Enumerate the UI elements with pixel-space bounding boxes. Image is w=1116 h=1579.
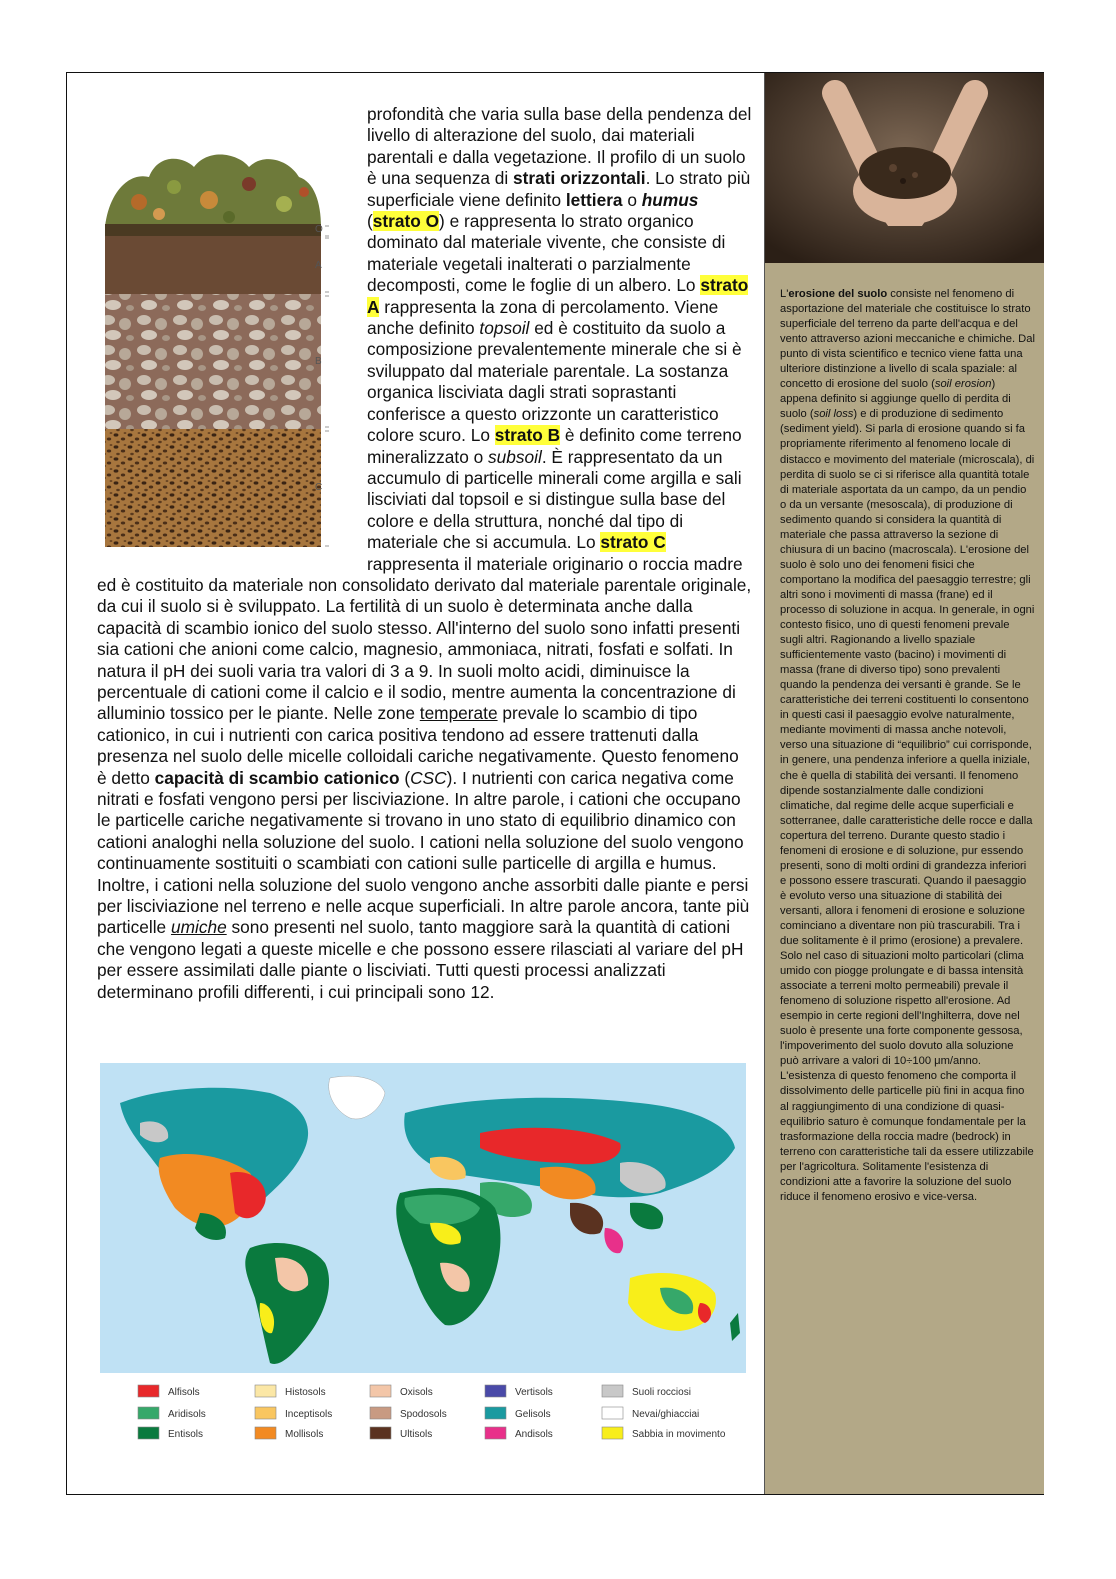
highlight-strato-o: strato O [372,211,440,232]
legend-swatch [370,1385,391,1397]
profile-label-a: A [315,260,322,271]
legend-label: Ultisols [400,1429,433,1440]
sidebar [764,73,1044,1494]
legend-swatch [602,1427,623,1439]
legend-label: Nevai/ghiacciai [632,1409,700,1420]
legend-label: Inceptisols [285,1409,333,1420]
world-soil-map [100,1063,746,1447]
legend-label: Mollisols [285,1429,324,1440]
highlight-strato-b: strato B [494,425,561,446]
legend-label: Entisols [168,1429,204,1440]
highlight-strato-c: strato C [600,532,666,553]
soil-profile-figure [99,132,329,552]
legend-swatch [138,1407,159,1419]
legend-label: Alfisols [168,1387,200,1398]
legend-swatch [485,1385,506,1397]
legend-label: Sabbia in movimento [632,1429,726,1440]
legend-swatch [255,1385,276,1397]
legend-swatch [370,1407,391,1419]
legend-swatch [485,1427,506,1439]
legend-label: Aridisols [168,1409,206,1420]
profile-label-c: C [315,482,323,493]
legend-label: Gelisols [515,1409,551,1420]
horizon-b [105,294,321,429]
litter-layer [105,154,321,227]
legend-swatch [138,1427,159,1439]
legend-swatch [602,1385,623,1397]
legend-label: Andisols [515,1429,553,1440]
horizon-c [105,429,321,547]
legend-label: Spodosols [400,1409,447,1420]
highlight-strato-a: strato A [367,275,749,317]
horizon-o [105,224,321,236]
legend-label: Suoli rocciosi [632,1387,691,1398]
map-legend [138,1385,726,1440]
legend-swatch [255,1407,276,1419]
legend-swatch [485,1407,506,1419]
legend-label: Vertisols [515,1387,553,1398]
legend-swatch [138,1385,159,1397]
legend-swatch [370,1427,391,1439]
sidebar-erosion-text: L'erosione del suolo consiste nel fenomeno di asportazione del materiale che costituisce lo strato superficiale del terreno da parte dell'acqua e del vento attraverso azioni meccaniche e chimiche. Dal punto di vista scientifico e tecnico viene fatta una ulteriore distinzione a livello di scala spaziale: al concetto di erosione del suolo (soil erosion) appena definito si aggiunge quello di perdita di suolo (soil loss) e di produzione di sedimento (sediment yield). Si parla di erosione quando si fa propriamente riferimento al fenomeno locale di distacco e movimento del materiale (microscala), di perdita di suolo se ci si riferisce alla quantità totale di materiale asportata da un campo, da un pendio o da un versante (mesoscala), di produzione di sedimento quando si considera la quantità di materiale che passa attraverso la sezione di chiusura di un bacino (macroscala). L'erosione del suolo è solo uno dei fenomeni fisici che comportano la modifica del paesaggio terrestre; gli altri sono i movimenti di massa (frane) ed il processo di soluzione in acqua. In generale, in ogni contesto fisico, uno di questi fenomeni prevale sugli altri. Ragionando a livello spaziale sufficientemente vasto (bacino) i movimenti di massa (frane di diverso tipo) sono prevalenti quando la pendenza dei versanti è grande. Se le caratteristiche dei terreni costituenti lo consentono in questi casi il paesaggio evolve naturalmente, mediante movimenti di massa anche notevoli, verso una situazione di “equilibrio” cui corrisponde, in genere, una pendenza inferiore a quella iniziale, che è quella di stabilità dei versanti. Il fenomeno dipende sostanzialmente dalle condizioni climatiche, dal regime delle acque superficiali e sotterranee, dalle caratteristiche delle rocce e dalla copertura del terreno. Durante questo stadio i fenomeni di erosione e di soluzione, pur essendo presenti, sono di molti ordini di grandezza inferiori e possono essere trascurati. Quando il paesaggio è evoluto verso una situazione di stabilità dei versanti, allora i fenomeni di erosione e soluzione cominciano a diventare non più trascurabili. Tra i due solitamente è il primo (erosione) a prevalere. Solo nel caso di situazioni molto particolari (clima umido con piogge prolungate e di bassa intensità associate a terreni molto permeabili) prevale il fenomeno di soluzione rispetto all'erosione. Ad esempio in certe regioni dell'Inghilterra, dove nel suolo è presente una forte componente gessosa, l'impoverimento del suolo dovuto alla soluzione può arrivare a valori di 10÷100 μm/anno. L'esistenza di questo fenomeno che comporta il dissolvimento delle particelle più fini in acqua fino al raggiungimento di una condizione di quasi-equilibrio saturo è comunque fondamentale per la trasformazione della roccia madre (bedrock) in terreno con caratteristiche tali da essere utilizzabile per l'agricoltura. Solitamente l'esistenza di condizioni atte a favorire la soluzione del suolo riduce il fenomeno erosivo e vice-versa. [780,288,1035,1203]
legend-swatch [255,1427,276,1439]
main-text-column [97,104,752,1054]
legend-label: Histosols [285,1387,326,1398]
legend-swatch [602,1407,623,1419]
profile-label-o: O [315,224,323,235]
legend-label: Oxisols [400,1387,433,1398]
horizon-a [105,236,321,294]
hands-holding-soil-photo [765,73,1044,263]
main-paragraph: O A B C profondità che varia sulla base della pendenza del livello di alterazione del suolo, dai materiali parentali e dalla vegetazione. Il profilo di un suolo è una sequenza di strati orizzontali. Lo strato più superficiale viene definito lettiera o humus (strato O) e rappresenta lo strato organico dominato dal materiale vivente, che consiste di materiale vegetali inalterati o parzialmente decomposti, come le foglie di un albero. Lo strato A rappresenta la zona di percolamento. Viene anche definito topsoil ed è costituito da suolo a composizione prevalentemente minerale che si è sviluppato dal materiale parentale. La sostanza organica lisciviata dagli strati soprastanti conferisce a questo orizzonte un caratteristico colore scuro. Lo strato B è definito come terreno mineralizzato o subsoil. È rappresentato da un accumulo di particelle minerali come argilla e sali lisciviati dal topsoil e si distingue sulla base del colore e della struttura, nonché dal tipo di materiale che si accumula. Lo strato C rappresenta il materiale originario o roccia madre ed è costituito da materiale non consolidato derivato dal materiale parentale originale, da cui il suolo si è sviluppato. La fertilità di un suolo è determinata anche dalla capacità di scambio ionico del suolo stesso. All'interno del suolo sono infatti presenti sia cationi che anioni come calcio, magnesio, ammoniaca, nitrati, fosfati e solfati. In natura il pH dei suoli varia tra valori di 3 a 9. In suoli molto acidi, diminuisce la percentuale di cationi come il calcio e il sodio, mentre aumenta la concentrazione di alluminio tossico per le piante. Nelle zone temperate prevale lo scambio di tipo cationico, in cui i nutrienti con carica positiva tendono ad essere trattenuti dalla presenza nel suolo delle micelle colloidali cariche negativamente. Questo fenomeno è detto capacità di scambio cationico (CSC). I nutrienti con carica negativa come nitrati e fosfati vengono persi per lisciviazione. In altre parole, i cationi che occupano le particelle cariche negativamente si trovano in uno stato di equilibrio dinamico con cationi analoghi nella soluzione del suolo. I cationi nella soluzione del suolo vengono continuamente sostituiti o scambiati con cationi sulle particelle di argilla e humus. Inoltre, i cationi nella soluzione del suolo vengono anche assorbiti dalle piante e persi per lisciviazione nel terreno e nelle acque superficiali. In altre parole ancora, tante più particelle umiche sono presenti nel suolo, tanto maggiore sarà la quantità di cationi che vengono legati a queste micelle e che possono essere rilasciati al variare del pH per essere assimilati dalle piante o lisciviati. Tutti questi processi analizzati determinano profili differenti, i cui principali sono 12. [97,104,752,1002]
profile-label-b: B [315,356,322,367]
